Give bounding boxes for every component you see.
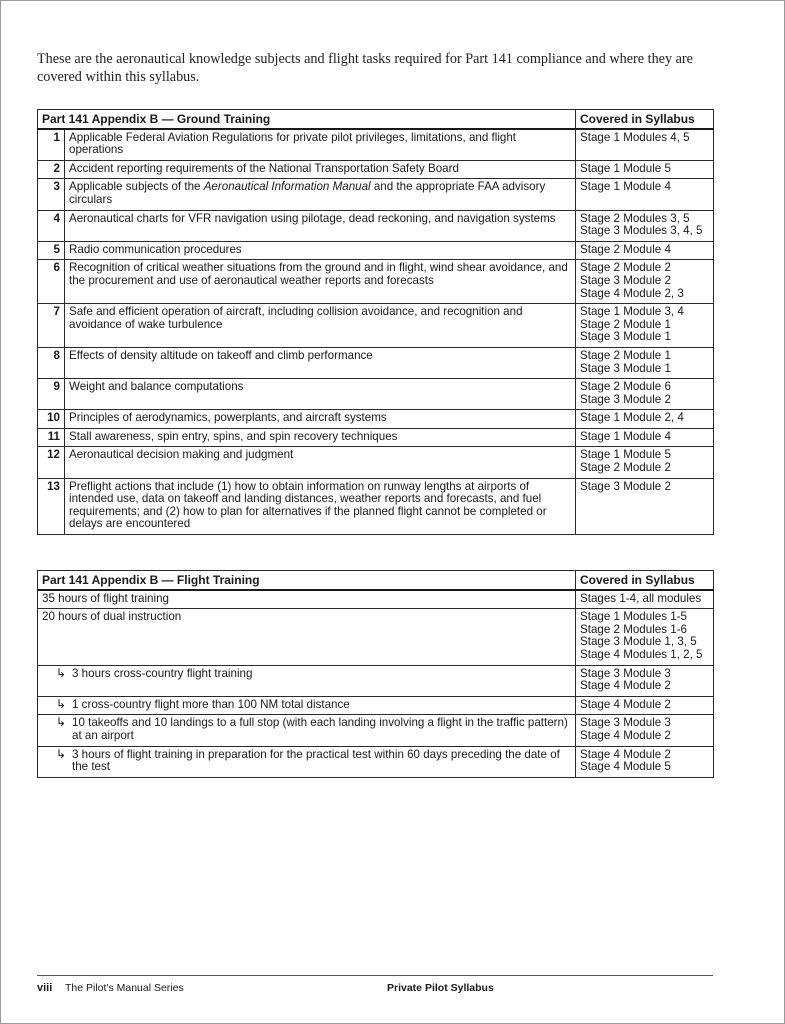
- subject-cell: Effects of density altitude on takeoff and climb performance: [65, 347, 576, 378]
- subject-cell: Aeronautical charts for VFR navigation using pilotage, dead reckoning, and navigation systems: [65, 210, 576, 241]
- sub-task: [56, 717, 571, 742]
- covered-line: Stage 1 Module 3, 4: [580, 305, 684, 319]
- subject-cell: Safe and efficient operation of aircraft, including collision avoidance, and recognition and avoidance of wake turbulence: [65, 304, 576, 348]
- task-text: 3 hours of flight training in preparation for the practical test within 60 days preceding the date of the test: [72, 747, 560, 774]
- table-row: [38, 590, 714, 609]
- covered-cell: [576, 696, 714, 715]
- sub-task: [56, 665, 571, 681]
- subject-text: and the appropriate FAA advisory circulars: [69, 180, 546, 206]
- table-row: [38, 260, 714, 304]
- covered-cell: [576, 609, 714, 665]
- task-text: 1 cross-country flight more than 100 NM total distance: [72, 697, 350, 711]
- covered-line: Stage 4 Modules 1, 2, 5: [580, 647, 703, 661]
- covered-cell: [576, 715, 714, 746]
- table-row: [38, 428, 714, 447]
- covered-line: Stages 1-4, all modules: [580, 591, 702, 605]
- covered-line: Stage 4 Module 5: [580, 760, 671, 774]
- covered-cell: [576, 478, 714, 534]
- covered-line: Stage 3 Module 3: [580, 716, 671, 730]
- table-row: [38, 379, 714, 410]
- row-number: 10: [38, 410, 65, 429]
- table-row: [38, 347, 714, 378]
- covered-line: Stage 3 Module 2: [580, 392, 671, 406]
- covered-cell: [576, 347, 714, 378]
- covered-line: Stage 1 Module 4: [580, 429, 671, 443]
- covered-line: Stage 4 Module 2: [580, 679, 671, 693]
- row-number: 9: [38, 379, 65, 410]
- page-number: viii: [37, 982, 53, 994]
- table-row: [38, 210, 714, 241]
- intro-paragraph: These are the aeronautical knowledge subjects and flight tasks required for Part 141 compliance and where they are covered within this syllabus.: [37, 51, 693, 85]
- covered-line: Stage 4 Module 2: [580, 697, 671, 711]
- row-number: 3: [38, 179, 65, 210]
- covered-line: Stage 3 Module 1: [580, 361, 671, 375]
- covered-cell: [576, 379, 714, 410]
- covered-line: Stage 2 Module 6: [580, 380, 671, 394]
- covered-cell: [576, 746, 714, 777]
- book-title: Private Pilot Syllabus: [387, 982, 494, 994]
- ground-table-header-row: [38, 110, 714, 129]
- task-text: 10 takeoffs and 10 landings to a full stop (with each landing involving a flight in the traffic pattern) at an airport: [72, 716, 568, 742]
- ground-table-header: Part 141 Appendix B — Ground Training: [38, 110, 576, 129]
- row-number: 7: [38, 304, 65, 348]
- table-row: [38, 665, 714, 696]
- task-cell: [38, 696, 576, 715]
- sub-arrow-icon: ↳: [56, 715, 67, 730]
- covered-line: Stage 3 Module 2: [580, 479, 671, 493]
- covered-line: Stage 3 Module 2: [580, 273, 671, 287]
- flight-covered-header: Covered in Syllabus: [576, 571, 714, 590]
- subject-cell: Accident reporting requirements of the National Transportation Safety Board: [65, 160, 576, 179]
- flight-table-header: Part 141 Appendix B — Flight Training: [38, 571, 576, 590]
- covered-line: Stage 3 Module 1, 3, 5: [580, 635, 697, 649]
- row-number: 13: [38, 478, 65, 534]
- covered-line: Stage 4 Module 2: [580, 728, 671, 742]
- subject-cell: Applicable Federal Aviation Regulations for private pilot privileges, limitations, and flight operations: [65, 129, 576, 161]
- covered-line: Stage 1 Modules 4, 5: [580, 130, 690, 144]
- covered-line: Stage 2 Module 2: [580, 461, 671, 475]
- table-row: [38, 746, 714, 777]
- table-row: [38, 696, 714, 715]
- subject-title: Aeronautical Information Manual: [203, 180, 371, 194]
- row-number: 12: [38, 447, 65, 478]
- covered-line: Stage 2 Module 1: [580, 348, 671, 362]
- subject-cell: Principles of aerodynamics, powerplants, and aircraft systems: [65, 410, 576, 429]
- ground-covered-header: Covered in Syllabus: [576, 110, 714, 129]
- task-cell: [38, 665, 576, 696]
- covered-cell: [576, 590, 714, 609]
- covered-cell: [576, 665, 714, 696]
- subject-cell: Weight and balance computations: [65, 379, 576, 410]
- covered-cell: [576, 260, 714, 304]
- table-row: [38, 478, 714, 534]
- row-number: 1: [38, 129, 65, 161]
- covered-cell: [576, 241, 714, 260]
- covered-cell: [576, 428, 714, 447]
- covered-cell: [576, 129, 714, 161]
- covered-line: Stage 1 Modules 1-5: [580, 610, 687, 624]
- table-row: [38, 241, 714, 260]
- covered-line: Stage 4 Module 2, 3: [580, 286, 684, 300]
- subject-cell: Radio communication procedures: [65, 241, 576, 260]
- covered-line: Stage 3 Modules 3, 4, 5: [580, 224, 703, 238]
- table-row: [38, 715, 714, 746]
- table-row: [38, 609, 714, 665]
- row-number: 5: [38, 241, 65, 260]
- sub-arrow-icon: ↳: [56, 746, 67, 761]
- covered-line: Stage 3 Module 1: [580, 330, 671, 344]
- covered-line: Stage 2 Module 2: [580, 261, 671, 275]
- subject-cell: Recognition of critical weather situations from the ground and in flight, wind shear avoidance, and the procurement and use of aeronautical weather reports and forecasts: [65, 260, 576, 304]
- task-cell: [38, 715, 576, 746]
- sub-arrow-icon: ↳: [56, 665, 67, 680]
- subject-cell: Preflight actions that include (1) how to obtain information on runway lengths at airports of intended use, data on takeoff and landing distances, weather reports and forecasts, and fuel requirements; and (2) how to plan for alternatives if the planned flight cannot be completed or delays are encountered: [65, 478, 576, 534]
- row-number: 8: [38, 347, 65, 378]
- covered-cell: [576, 410, 714, 429]
- covered-cell: [576, 447, 714, 478]
- covered-line: Stage 2 Modules 3, 5: [580, 211, 690, 225]
- subject-cell: Stall awareness, spin entry, spins, and spin recovery techniques: [65, 428, 576, 447]
- table-row: [38, 304, 714, 348]
- task-text: 3 hours cross-country flight training: [72, 666, 253, 680]
- covered-line: Stage 1 Module 2, 4: [580, 411, 684, 425]
- sub-task: [56, 696, 571, 712]
- covered-line: Stage 3 Module 3: [580, 666, 671, 680]
- covered-line: Stage 1 Module 5: [580, 448, 671, 462]
- covered-cell: [576, 304, 714, 348]
- flight-training-table: [37, 570, 714, 778]
- covered-cell: [576, 179, 714, 210]
- task-cell: 35 hours of flight training: [38, 590, 576, 609]
- subject-text: Applicable subjects of the: [69, 180, 204, 194]
- covered-line: Stage 4 Module 2: [580, 747, 671, 761]
- table-row: [38, 179, 714, 210]
- table-row: [38, 447, 714, 478]
- covered-line: Stage 1 Module 5: [580, 161, 671, 175]
- row-number: 11: [38, 428, 65, 447]
- covered-line: Stage 2 Modules 1-6: [580, 622, 687, 636]
- covered-cell: [576, 160, 714, 179]
- row-number: 4: [38, 210, 65, 241]
- covered-line: Stage 1 Module 4: [580, 180, 671, 194]
- sub-arrow-icon: ↳: [56, 696, 67, 711]
- flight-table-header-row: [38, 571, 714, 590]
- row-number: 2: [38, 160, 65, 179]
- covered-line: Stage 2 Module 1: [580, 317, 671, 331]
- covered-cell: [576, 210, 714, 241]
- sub-task: [56, 746, 571, 774]
- series-name: The Pilot's Manual Series: [65, 982, 184, 994]
- task-cell: [38, 746, 576, 777]
- footer-rule: [37, 975, 713, 976]
- table-row: [38, 410, 714, 429]
- covered-line: Stage 2 Module 4: [580, 242, 671, 256]
- subject-cell: [65, 179, 576, 210]
- row-number: 6: [38, 260, 65, 304]
- subject-cell: Aeronautical decision making and judgment: [65, 447, 576, 478]
- table-row: [38, 160, 714, 179]
- table-row: [38, 129, 714, 161]
- task-cell: 20 hours of dual instruction: [38, 609, 576, 665]
- ground-training-table: [37, 109, 714, 535]
